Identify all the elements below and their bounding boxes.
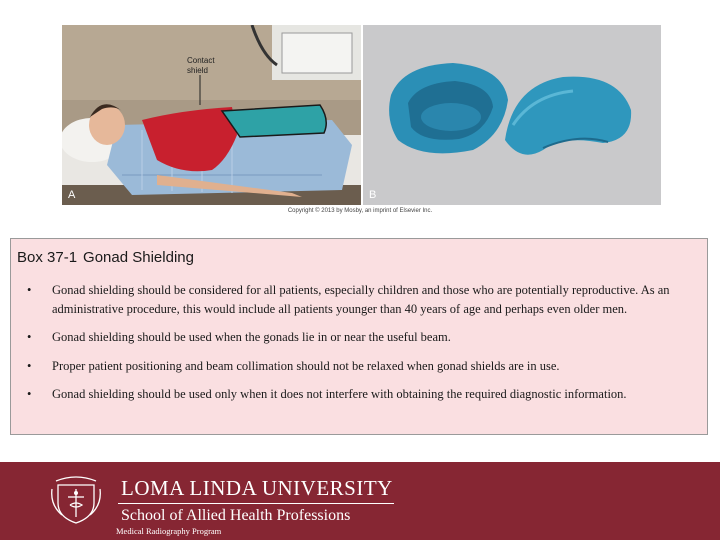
panel-a-label: A <box>68 189 76 201</box>
university-name: LOMA LINDA UNIVERSITY <box>121 476 393 500</box>
bullet-list <box>11 281 709 404</box>
box-heading: Gonad Shielding <box>83 249 194 266</box>
contact-shield-callout: Contact shield <box>187 56 215 75</box>
bullet-item: • Proper patient positioning and beam collimation should not be relaxed when gonad shields are in use. <box>11 357 709 376</box>
bullet-item: • Gonad shielding should be used when the gonads lie in or near the useful beam. <box>11 328 709 347</box>
bullet-icon: • <box>27 387 32 401</box>
program-name: Medical Radiography Program <box>116 526 222 536</box>
patient-photo <box>62 25 361 205</box>
box-title <box>17 249 194 266</box>
gonad-shielding-box <box>10 238 708 435</box>
bullet-icon: • <box>27 330 32 344</box>
figure-panel-b <box>363 25 661 205</box>
shaped-shields-photo <box>363 25 661 205</box>
box-number: Box 37-1 <box>17 249 78 266</box>
copyright-notice: Copyright © 2013 by Mosby, an imprint of Elsevier Inc. <box>287 208 433 214</box>
bullet-icon: • <box>27 283 32 297</box>
figure-panel-a <box>62 25 361 205</box>
university-footer <box>0 462 720 540</box>
footer-divider <box>118 503 394 504</box>
bullet-item: • Gonad shielding should be used only when it does not interfere with obtaining the required diagnostic information. <box>11 385 709 404</box>
university-seal-icon <box>48 471 104 527</box>
bullet-item: • Gonad shielding should be considered for all patients, especially children and those who are potentially reproductive. As an administrative procedure, this would include all patients younger than 40 years of age and perhaps even older men. <box>27 283 670 316</box>
bullet-icon: • <box>27 358 32 373</box>
school-name: School of Allied Health Professions <box>121 507 351 524</box>
panel-b-label: B <box>369 189 377 201</box>
